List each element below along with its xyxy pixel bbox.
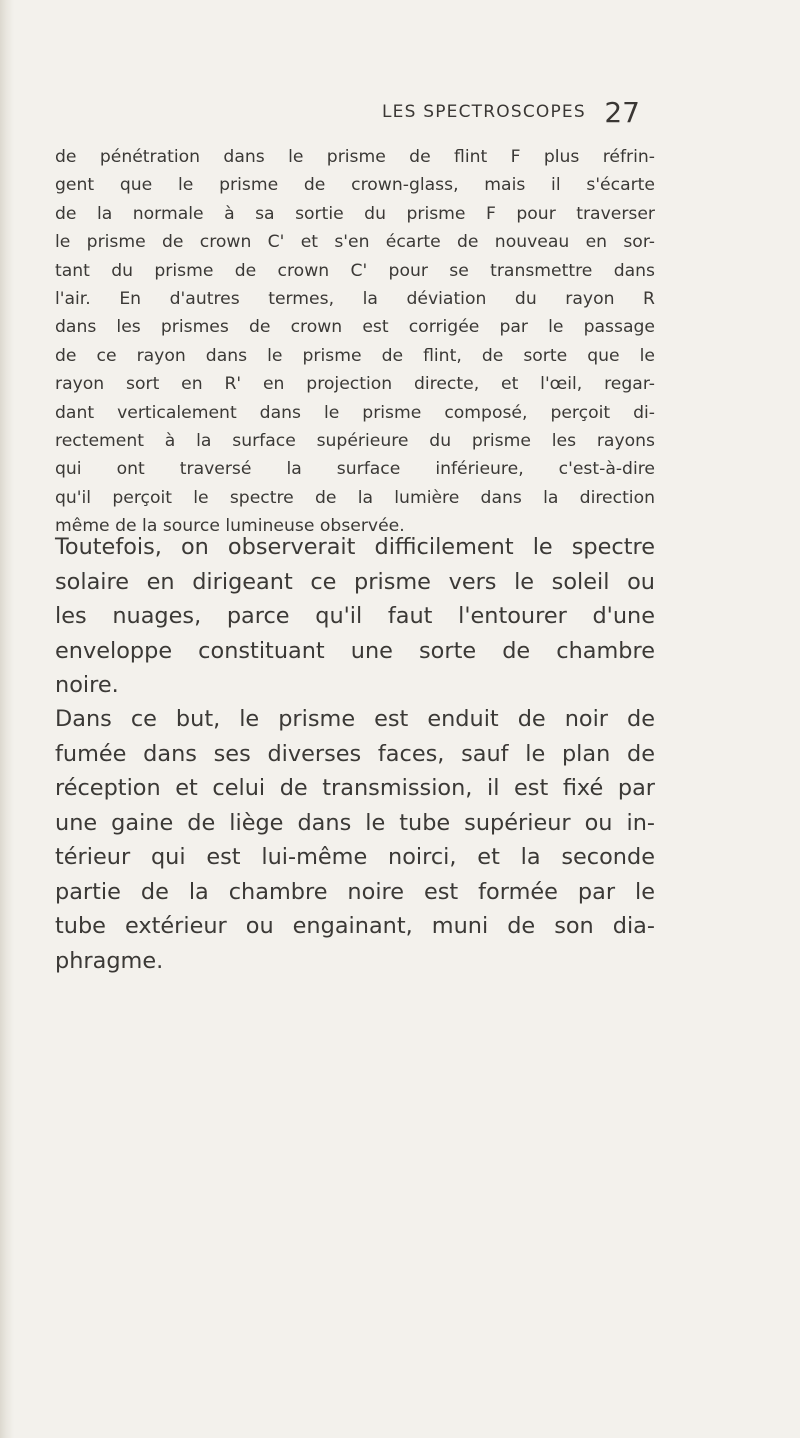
text-line: rayon sort en R' en projection directe, et l'œil, regar- — [55, 374, 655, 395]
text-line: de pénétration dans le prisme de flint F plus réfrin- — [55, 147, 655, 167]
text-line: rectement à la surface supérieure du prisme les rayons — [55, 431, 655, 452]
paragraph-dark-chamber — [55, 702, 655, 978]
text-line: fumée dans ses diverses faces, sauf le plan de — [55, 740, 655, 767]
text-line: dans les prismes de crown est corrigée par le passage — [55, 317, 655, 338]
text-line: le prisme de crown C' et s'en écarte de nouveau en sor- — [55, 232, 655, 253]
paragraph-prism-description — [55, 143, 655, 541]
text-line: partie de la chambre noire est formée par le — [55, 878, 655, 905]
page-number: 27 — [604, 96, 640, 129]
text-line: phragme. — [55, 947, 164, 974]
text-line: l'air. En d'autres termes, la déviation du rayon R — [55, 289, 655, 310]
text-line: gent que le prisme de crown-glass, mais il s'écarte — [55, 175, 655, 196]
text-line: qu'il perçoit le spectre de la lumière dans la direction — [55, 487, 655, 508]
text-line: enveloppe constituant une sorte de chambre — [55, 637, 655, 664]
text-line: de ce rayon dans le prisme de flint, de sorte que le — [55, 345, 655, 366]
text-line: Toutefois, on observerait difficilement le spectre — [55, 534, 655, 560]
text-line: même de la source lumineuse observée. — [55, 516, 405, 537]
text-line: les nuages, parce qu'il faut l'entourer d'une — [55, 603, 655, 629]
text-line: tube extérieur ou engainant, muni de son dia- — [55, 913, 655, 939]
text-line: dant verticalement dans le prisme composé, perçoit di- — [55, 402, 655, 423]
running-header-title: LES SPECTROSCOPES — [382, 102, 586, 122]
text-line: réception et celui de transmission, il est fixé par — [55, 775, 655, 801]
text-line: une gaine de liège dans le tube supérieur ou in- — [55, 809, 655, 836]
text-line: tant du prisme de crown C' pour se transmettre dans — [55, 260, 655, 281]
text-line: qui ont traversé la surface inférieure, c'est-à-dire — [55, 459, 655, 480]
text-line: noire. — [55, 672, 119, 698]
paragraph-solar-spectrum — [55, 530, 655, 703]
text-line: térieur qui est lui-même noirci, et la seconde — [55, 844, 655, 870]
text-line: Dans ce but, le prisme est enduit de noir de — [55, 706, 655, 732]
running-header — [190, 96, 640, 140]
text-line: solaire en dirigeant ce prisme vers le soleil ou — [55, 568, 655, 595]
text-line: de la normale à sa sortie du prisme F pour traverser — [55, 203, 655, 224]
